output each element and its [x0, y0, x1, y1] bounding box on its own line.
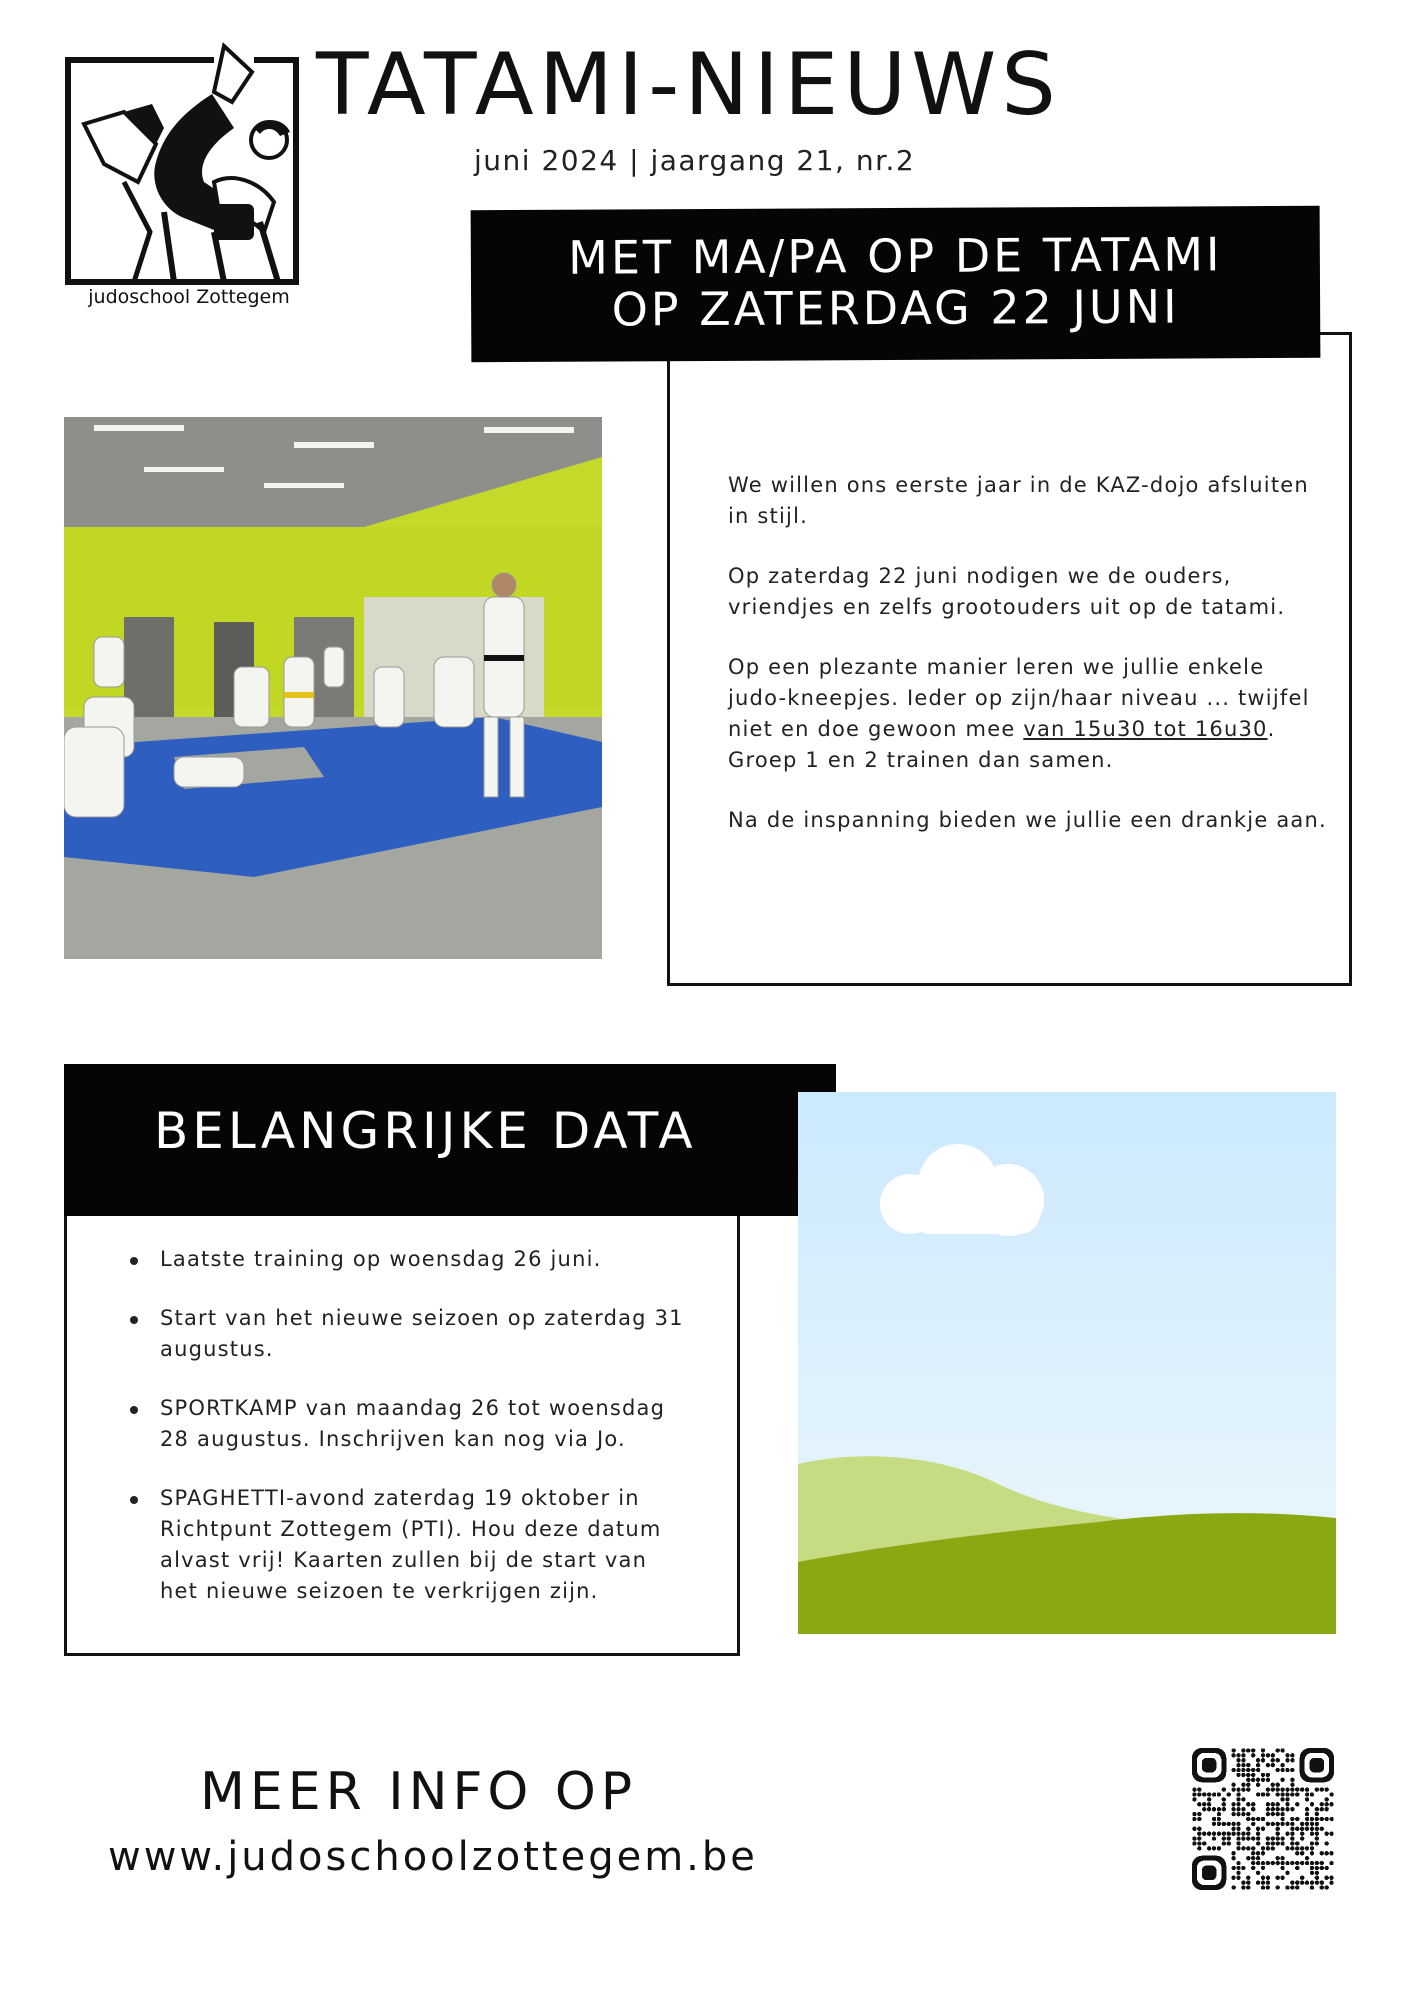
article1-paragraph: We willen ons eerste jaar in de KAZ-dojo afsluiten in stijl. — [728, 473, 1309, 528]
more-info-heading: MEER INFO OP — [200, 1762, 638, 1822]
list-item: Start van het nieuwe seizoen op zaterdag 31 augustus. — [130, 1303, 690, 1365]
article1-title-line1: MET MA/PA OP DE TATAMI — [568, 227, 1223, 285]
list-item: Laatste training op woensdag 26 juni. — [130, 1244, 690, 1275]
list-item: SPORTKAMP van maandag 26 tot woensdag 28 augustus. Inschrijven kan nog via Jo. — [130, 1393, 690, 1455]
article1-banner — [471, 206, 1321, 362]
dojo-photo — [64, 417, 602, 959]
dates-list — [130, 1244, 690, 1635]
judo-logo-icon — [64, 32, 304, 307]
article2-banner: BELANGRIJKE DATA — [64, 1064, 836, 1216]
article1-paragraph: Op zaterdag 22 juni nodigen we de ouders, vriendjes en zelfs grootouders uit op de tatami. — [728, 564, 1286, 619]
masthead-title: TATAMI-NIEUWS — [316, 35, 1061, 135]
article1-title-line2: OP ZATERDAG 22 JUNI — [611, 279, 1180, 337]
school-logo — [64, 32, 304, 307]
article1-paragraph: Op een plezante manier leren we jullie enkele judo-kneepjes. Ieder op zijn/haar niveau ... twijfel niet en doe gewoon mee van 15u30 tot 16u30. Groep 1 en 2 trainen dan samen. — [728, 655, 1310, 772]
time-link: van 15u30 tot 16u30 — [1023, 717, 1268, 741]
list-item: SPAGHETTI-avond zaterdag 19 oktober in Richtpunt Zottegem (PTI). Hou deze datum alvast vrij! Kaarten zullen bij de start van het nieuwe seizoen te verkrijgen zijn. — [130, 1483, 690, 1607]
issue-info: juni 2024 | jaargang 21, nr.2 — [474, 144, 916, 177]
article1-paragraph: Na de inspanning bieden we jullie een drankje aan. — [728, 808, 1327, 832]
qr-code-icon[interactable] — [1192, 1748, 1334, 1890]
landscape-illustration — [798, 1092, 1336, 1634]
website-link[interactable]: www.judoschoolzottegem.be — [108, 1834, 758, 1880]
article1-body — [728, 470, 1328, 865]
school-name: judoschool Zottegem — [88, 286, 290, 308]
